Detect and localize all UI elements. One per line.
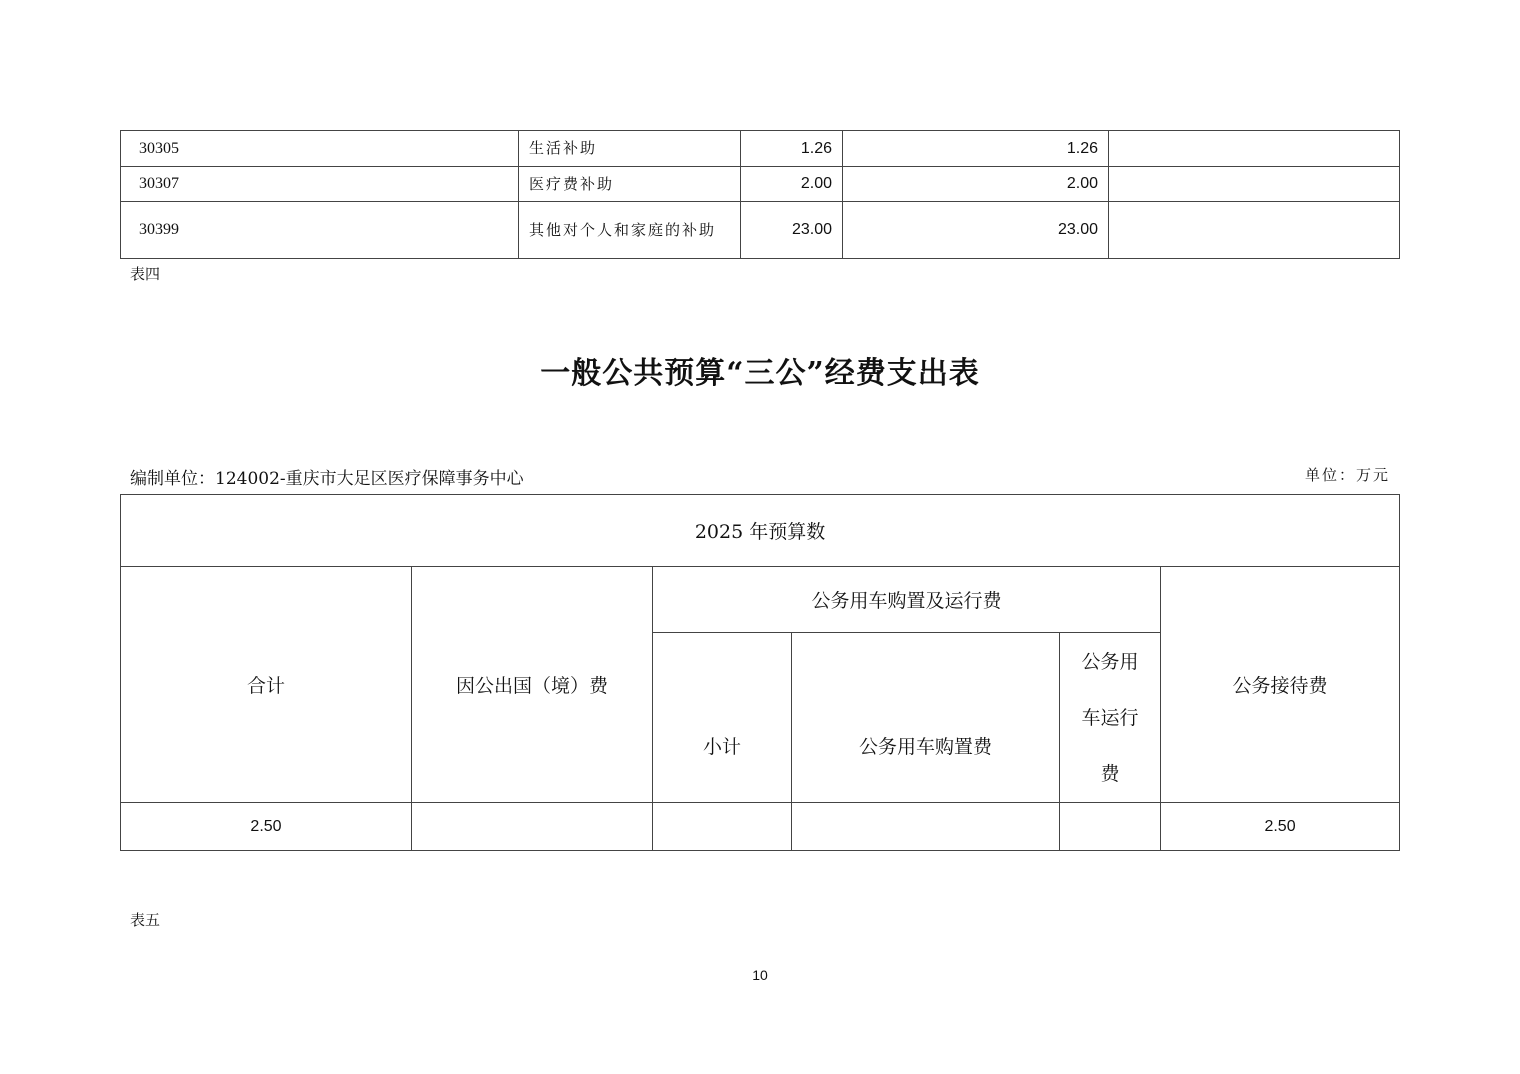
row-value: 2.00	[741, 167, 843, 202]
table-row	[121, 167, 1400, 202]
three-public-expenses-table	[120, 494, 1400, 851]
table-row	[121, 131, 1400, 167]
value-operation	[1060, 803, 1161, 851]
table-caption: 表五	[130, 911, 161, 929]
value-purchase	[792, 803, 1060, 851]
header-operation	[1060, 633, 1161, 803]
header-reception: 公务接待费	[1161, 567, 1400, 803]
table-caption: 表四	[130, 265, 161, 283]
row-code: 30307	[121, 167, 519, 202]
header-abroad: 因公出国（境）费	[412, 567, 653, 803]
row-value	[1109, 131, 1400, 167]
unit-info: 编制单位：124002-重庆市大足区医疗保障事务中心	[130, 469, 524, 489]
row-code: 30305	[121, 131, 519, 167]
row-value	[1109, 167, 1400, 202]
page-title: 一般公共预算“三公”经费支出表	[540, 356, 980, 391]
row-value: 23.00	[843, 202, 1109, 259]
row-value: 23.00	[741, 202, 843, 259]
row-value	[1109, 202, 1400, 259]
year-header: 2025 年预算数	[121, 495, 1400, 567]
value-total: 2.50	[121, 803, 412, 851]
table-header-row	[121, 567, 1400, 633]
unit-label: 单位：万元	[1304, 466, 1390, 484]
value-abroad	[412, 803, 653, 851]
row-name: 生活补助	[519, 131, 741, 167]
row-value: 2.00	[843, 167, 1109, 202]
header-total: 合计	[121, 567, 412, 803]
row-name: 医疗费补助	[519, 167, 741, 202]
header-operation-text: 公务用车运行费	[1081, 650, 1139, 785]
header-vehicle-group: 公务用车购置及运行费	[653, 567, 1161, 633]
header-purchase: 公务用车购置费	[792, 633, 1060, 803]
previous-table	[120, 130, 1400, 259]
table-row	[121, 202, 1400, 259]
row-name: 其他对个人和家庭的补助	[519, 202, 741, 259]
value-reception: 2.50	[1161, 803, 1400, 851]
row-value: 1.26	[741, 131, 843, 167]
row-code: 30399	[121, 202, 519, 259]
row-value: 1.26	[843, 131, 1109, 167]
table-header-row	[121, 495, 1400, 567]
table-row	[121, 803, 1400, 851]
page-number: 10	[752, 967, 768, 983]
value-subtotal	[653, 803, 792, 851]
header-subtotal: 小计	[653, 633, 792, 803]
